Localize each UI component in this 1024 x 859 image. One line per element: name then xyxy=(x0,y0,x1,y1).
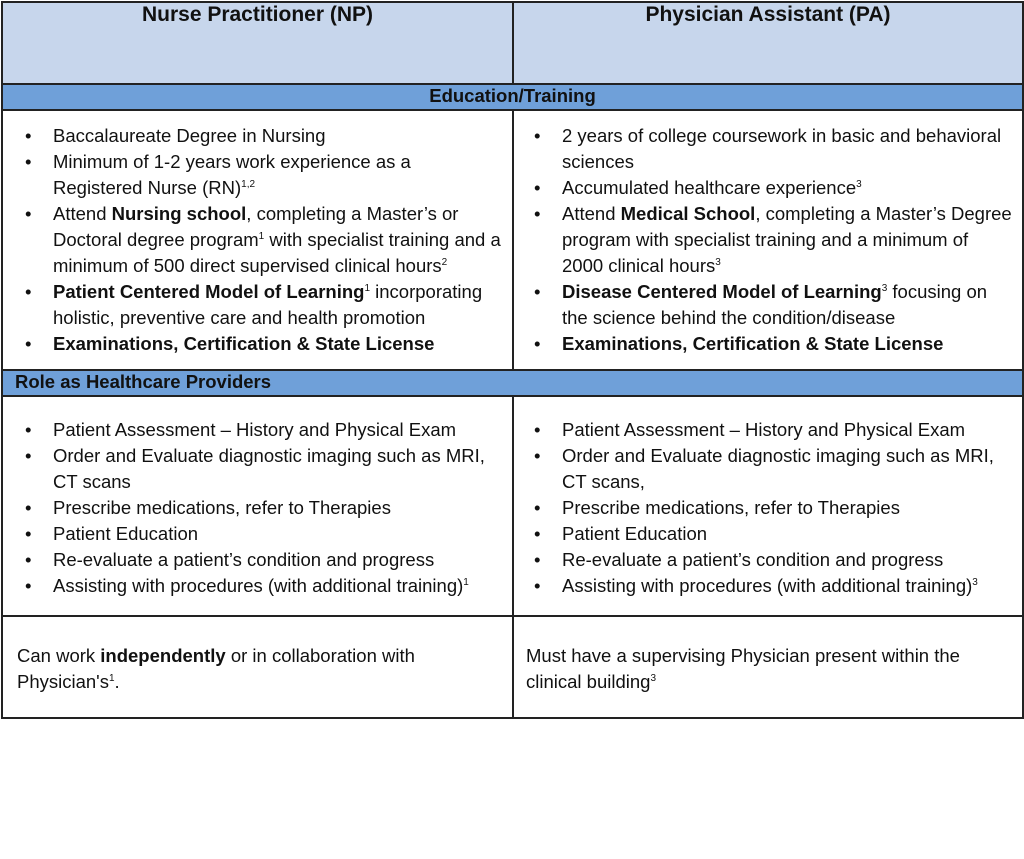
list-item: • Re-evaluate a patient’s condition and progress xyxy=(17,547,502,573)
list-item: • Prescribe medications, refer to Therapies xyxy=(17,495,502,521)
list-item: • Accumulated healthcare experience$^3$ xyxy=(526,175,1014,201)
list-item: • Assisting with procedures (with additional training)$^1$ xyxy=(17,573,502,599)
list-item: • Patient Education xyxy=(17,521,502,547)
list-item: • Patient Assessment – History and Physical Exam xyxy=(526,417,1014,443)
list-item: • Patient Assessment – History and Physical Exam xyxy=(17,417,502,443)
list-item: • Order and Evaluate diagnostic imaging such as MRI, CT scans, xyxy=(526,443,1014,495)
list-item: • Examinations, Certification & State License xyxy=(526,331,1014,357)
role-section-row xyxy=(2,370,1023,396)
np-education-list xyxy=(17,123,502,357)
list-item: • Minimum of 1-2 years work experience as a Registered Nurse (RN)$^{1,2}$ xyxy=(17,149,502,201)
pa-role-list xyxy=(526,417,1014,599)
list-item: • Order and Evaluate diagnostic imaging such as MRI, CT scans xyxy=(17,443,502,495)
list-item: • Examinations, Certification & State License xyxy=(17,331,502,357)
np-column-header: Nurse Practitioner (NP) xyxy=(2,2,513,84)
pa-education-list xyxy=(526,123,1014,357)
independence-row xyxy=(2,616,1023,718)
list-item: • Assisting with procedures (with additional training)$^3$ xyxy=(526,573,1014,599)
header-row xyxy=(2,2,1023,84)
education-section-row xyxy=(2,84,1023,110)
comparison-table xyxy=(1,1,1024,719)
pa-independence-cell: Must have a supervising Physician present within the clinical building$^3$ xyxy=(513,616,1023,718)
list-item: • Patient Centered Model of Learning$^1$ incorporating holistic, preventive care and health promotion xyxy=(17,279,502,331)
list-item: • Prescribe medications, refer to Therapies xyxy=(526,495,1014,521)
role-section-title: Role as Healthcare Providers xyxy=(2,370,1023,396)
list-item: • Baccalaureate Degree in Nursing xyxy=(17,123,502,149)
list-item: • 2 years of college coursework in basic and behavioral sciences xyxy=(526,123,1014,175)
list-item: • Disease Centered Model of Learning$^3$ focusing on the science behind the condition/disease xyxy=(526,279,1014,331)
list-item: • Re-evaluate a patient’s condition and progress xyxy=(526,547,1014,573)
pa-education-cell xyxy=(513,110,1023,370)
list-item: • Patient Education xyxy=(526,521,1014,547)
list-item: • Attend Medical School, completing a Master’s Degree program with specialist training and a minimum of 2000 clinical hours$^3$ xyxy=(526,201,1014,279)
pa-role-cell xyxy=(513,396,1023,616)
np-education-cell xyxy=(2,110,513,370)
education-section-title: Education/Training xyxy=(2,84,1023,110)
np-role-list xyxy=(17,417,502,599)
np-independence-cell: Can work independently or in collaboration with $Physician's^1$. xyxy=(2,616,513,718)
list-item: • Attend Nursing school, completing a Master’s or Doctoral degree program$^1$ with specialist training and a minimum of 500 direct supervised clinical hours$^2$ xyxy=(17,201,502,279)
education-content-row xyxy=(2,110,1023,370)
pa-column-header: Physician Assistant (PA) xyxy=(513,2,1023,84)
role-content-row xyxy=(2,396,1023,616)
np-role-cell xyxy=(2,396,513,616)
